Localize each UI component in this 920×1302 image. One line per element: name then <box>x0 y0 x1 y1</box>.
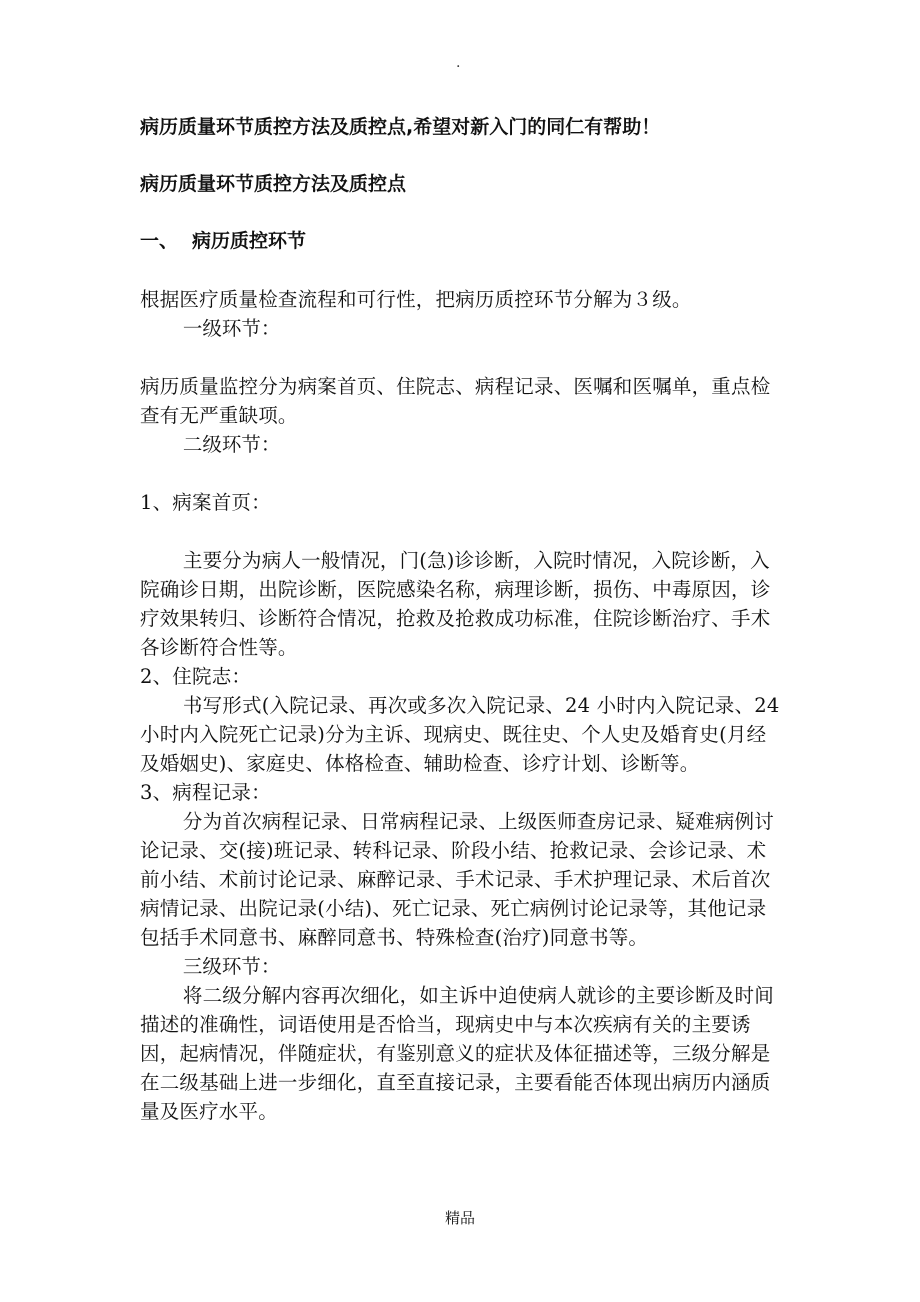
item-label-admission-record: 2、住院志： <box>140 665 252 688</box>
level3-paragraph: 将二级分解内容再次细化，如主诉中迫使病人就诊的主要诊断及时间描述的准确性，词语使用是否恰当，现病史中与本次疾病有关的主要诱因，起病情况，伴随症状，有鉴别意义的症状及体征描述等，三级分解是在二级基础上进一步细化，直至直接记录，主要看能否体现出病历内涵质量及医疗水平。 <box>140 984 774 1123</box>
item-label-progress-record: 3、病程记录： <box>140 781 271 804</box>
section-number: 一、 <box>140 230 179 252</box>
level3-label: 三级环节： <box>182 955 281 978</box>
item-label-front-page: 1、病案首页： <box>140 491 271 514</box>
section-heading <box>140 226 780 256</box>
item-text-progress-record: 分为首次病程记录、日常病程记录、上级医师查房记录、疑难病例讨论记录、交(接)班记录、转科记录、阶段小结、抢救记录、会诊记录、术前小结、术前讨论记录、麻醉记录、手术记录、手术护理记录、术后首次病情记录、出院记录(小结)、死亡记录、死亡病例讨论记录等，其他记录包括手术同意书、麻醉同意书、特殊检查(治疗)同意书等。 <box>140 810 774 949</box>
level2-label: 二级环节： <box>182 433 281 456</box>
item-text-front-page: 主要分为病人一般情况，门(急)诊诊断，入院时情况，入院诊断，入院确诊日期，出院诊断，医院感染名称，病理诊断，损伤、中毒原因，诊疗效果转归、诊断符合情况，抢救及抢救成功标准，住院诊断治疗、手术各诊断符合性等。 <box>140 549 771 659</box>
document-title: 病历质量环节质控方法及质控点,希望对新入门的同仁有帮助！ <box>140 116 661 138</box>
document-subtitle: 病历质量环节质控方法及质控点 <box>140 173 407 195</box>
item-text-admission-record: 书写形式(入院记录、再次或多次入院记录、24 小时内入院记录、24 小时内入院死亡记录)分为主诉、现病史、既往史、个人史及婚育史(月经及婚姻史)、家庭史、体格检查、辅助检查、诊疗计划、诊断等。 <box>140 694 780 775</box>
header-mark: . <box>456 55 461 71</box>
section-title: 病历质控环节 <box>192 230 307 252</box>
document-body <box>140 112 780 1126</box>
intro-paragraph: 根据医疗质量检查流程和可行性，把病历质控环节分解为３级。 <box>140 288 692 311</box>
level1-paragraph: 病历质量监控分为病案首页、住院志、病程记录、医嘱和医嘱单，重点检查有无严重缺项。 <box>140 375 771 427</box>
level1-label: 一级环节： <box>182 317 281 340</box>
page-footer-label: 精品 <box>444 1209 475 1227</box>
